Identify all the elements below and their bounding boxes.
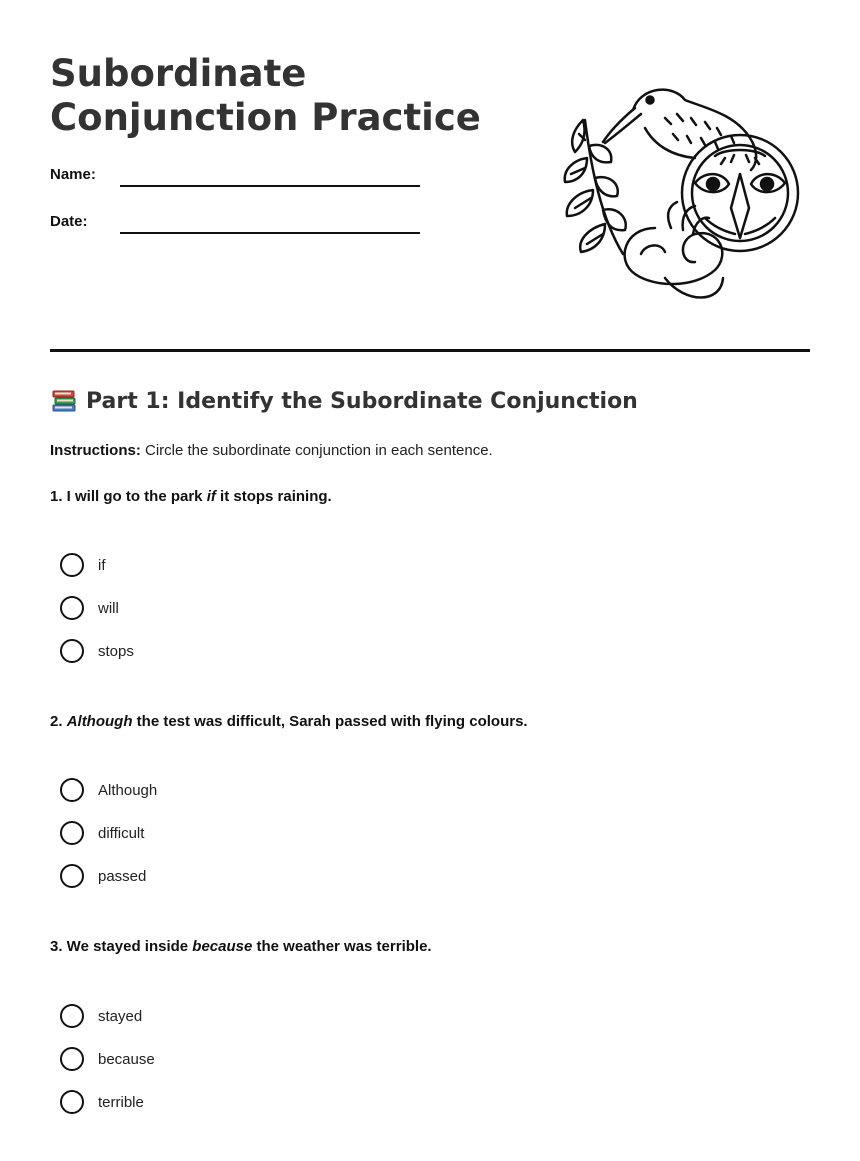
instructions: [50, 442, 493, 459]
radio-circle[interactable]: [60, 1004, 84, 1028]
name-label: Name:: [50, 166, 96, 183]
radio-circle[interactable]: [60, 639, 84, 663]
radio-circle[interactable]: [60, 1090, 84, 1114]
instructions-label: Instructions:: [50, 442, 141, 459]
option-label: because: [98, 1050, 155, 1068]
radio-circle[interactable]: [60, 778, 84, 802]
question-text-after: it stops raining.: [215, 488, 332, 505]
option-label: will: [98, 599, 119, 617]
name-blank-line[interactable]: [120, 185, 420, 187]
radio-circle[interactable]: [60, 821, 84, 845]
question-3: [50, 938, 432, 955]
date-label: Date:: [50, 213, 88, 230]
radio-circle[interactable]: [60, 596, 84, 620]
section-divider: [50, 349, 810, 352]
question-3-option-3[interactable]: [60, 1090, 144, 1114]
question-text-before: I will go to the park: [62, 488, 207, 505]
option-label: stayed: [98, 1007, 143, 1025]
kiwi-bird-fern-koru-illustration-icon: [545, 78, 805, 318]
date-blank-line[interactable]: [120, 232, 420, 234]
option-label: terrible: [98, 1093, 144, 1111]
part-1-heading-text: Part 1: Identify the Subordinate Conjunction: [86, 388, 638, 414]
question-2-option-2[interactable]: [60, 821, 144, 845]
question-2-option-3[interactable]: [60, 864, 146, 888]
part-1-heading: [50, 388, 638, 414]
worksheet-header: [50, 52, 530, 140]
question-text-before: We stayed inside: [62, 938, 193, 955]
question-1-option-3[interactable]: [60, 639, 134, 663]
title-line-1: Subordinate: [50, 52, 307, 95]
question-3-option-2[interactable]: [60, 1047, 155, 1071]
question-3-option-1[interactable]: [60, 1004, 142, 1028]
question-1: [50, 488, 332, 505]
question-text-after: the weather was terrible.: [252, 938, 432, 955]
question-emphasis: Although: [66, 713, 133, 730]
question-2-option-1[interactable]: [60, 778, 157, 802]
question-text-after: the test was difficult, Sarah passed with flying colours.: [132, 713, 528, 730]
question-emphasis: if: [206, 488, 216, 505]
title-line-2: Conjunction Practice: [50, 96, 481, 139]
option-label: stops: [98, 642, 134, 660]
question-emphasis: because: [192, 938, 253, 955]
question-number: 1.: [50, 488, 63, 505]
radio-circle[interactable]: [60, 1047, 84, 1071]
option-label: passed: [98, 867, 147, 885]
question-1-option-1[interactable]: [60, 553, 106, 577]
radio-circle[interactable]: [60, 864, 84, 888]
books-icon: [50, 388, 78, 414]
radio-circle[interactable]: [60, 553, 84, 577]
question-2: [50, 713, 528, 730]
instructions-text: Circle the subordinate conjunction in each sentence.: [140, 442, 493, 459]
question-1-option-2[interactable]: [60, 596, 119, 620]
worksheet-title: [50, 52, 530, 140]
question-number: 3.: [50, 938, 63, 955]
option-label: difficult: [98, 824, 145, 842]
option-label: if: [98, 556, 106, 574]
option-label: Although: [98, 781, 158, 799]
question-number: 2.: [50, 713, 63, 730]
